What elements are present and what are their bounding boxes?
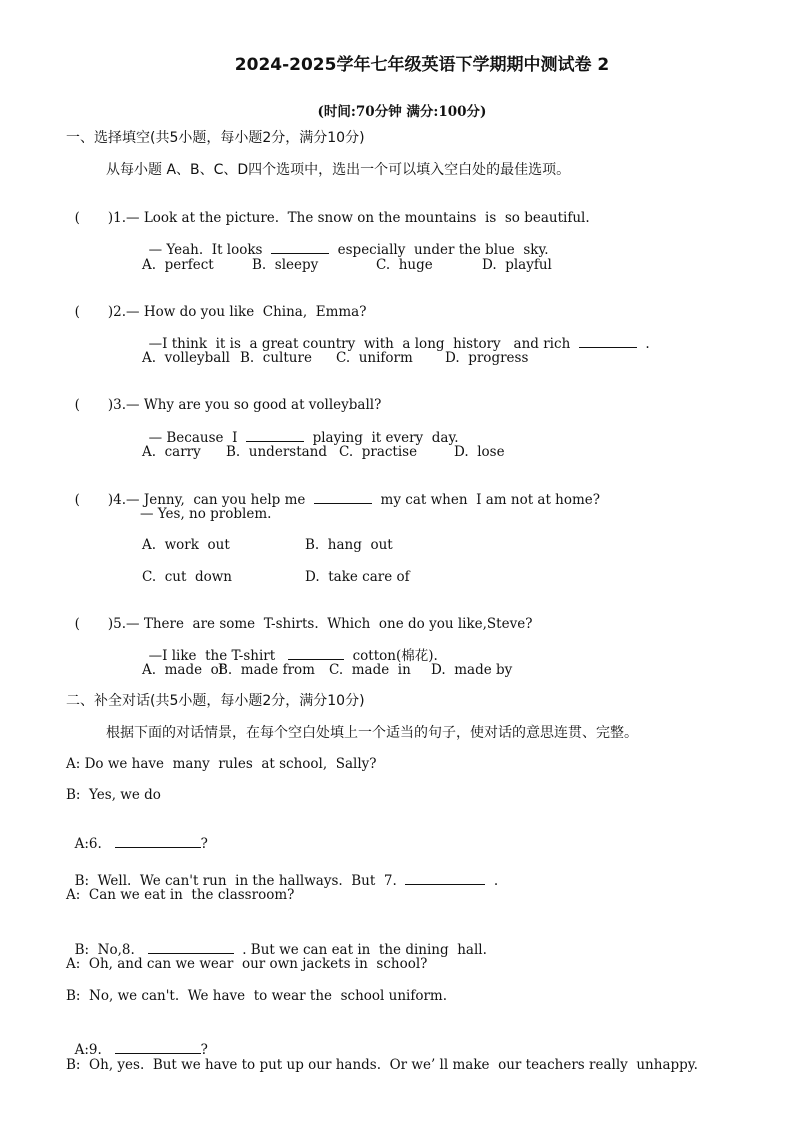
- option-c: C. cut down: [142, 569, 233, 585]
- question-text: 2.— How do you like China, Emma?: [113, 304, 367, 320]
- option-b: B. understand: [226, 444, 328, 460]
- dialogue-line: A: Do we have many rules at school, Sally?: [66, 756, 377, 772]
- fill-blank[interactable]: [148, 941, 234, 954]
- option-a: A. volleyball: [142, 350, 230, 366]
- option-c: C. made in: [329, 662, 411, 678]
- question-text: 3.— Why are you so good at volleyball?: [113, 397, 382, 413]
- option-c: C. practise: [339, 444, 418, 460]
- option-a: A. work out: [142, 537, 230, 553]
- option-c: C. uniform: [336, 350, 413, 366]
- option-d: D. playful: [482, 257, 552, 273]
- dialogue-line: A:6. ?: [74, 836, 208, 852]
- question-3-reply: — Because I playing it every day.: [148, 430, 459, 446]
- dialogue-line: A:9. ?: [74, 1042, 208, 1058]
- option-a: A. made of: [142, 662, 224, 678]
- option-d: D. take care of: [305, 569, 410, 585]
- fill-blank[interactable]: [288, 647, 344, 660]
- question-2: ( )2.— How do you like China, Emma?: [74, 304, 367, 320]
- option-d: D. lose: [454, 444, 505, 460]
- option-b: B. made from: [218, 662, 315, 678]
- dialogue-line: B: No, we can't. We have to wear the school uniform.: [66, 988, 448, 1004]
- fill-blank[interactable]: [314, 491, 372, 504]
- question-1-reply: — Yeah. It looks especially under the blue sky.: [148, 242, 549, 258]
- option-d: D. progress: [445, 350, 529, 366]
- question-2-reply: —I think it is a great country with a long history and rich .: [148, 336, 650, 352]
- fill-blank[interactable]: [115, 1041, 201, 1054]
- answer-paren: (: [74, 210, 80, 226]
- exam-meta: (时间:70分钟 满分:100分): [317, 104, 487, 120]
- dialogue-line: A: Can we eat in the classroom?: [66, 887, 295, 903]
- question-text: 4.— Jenny, can you help me: [113, 492, 314, 508]
- section1-heading: 一、选择填空(共5小题，每小题2分，满分10分): [66, 130, 365, 146]
- question-4: ( )4.— Jenny, can you help me my cat when I am not at home?: [74, 492, 601, 508]
- page-title: 2024-2025学年七年级英语下学期期中测试卷 2: [234, 55, 610, 75]
- dialogue-line: A: Oh, and can we wear our own jackets in school?: [66, 956, 428, 972]
- option-b: B. sleepy: [252, 257, 319, 273]
- dialogue-line: B: Yes, we do: [66, 787, 161, 803]
- section1-instruction: 从每小题 A、B、C、D四个选项中，选出一个可以填入空白处的最佳选项。: [106, 162, 571, 178]
- dialogue-line: B: Oh, yes. But we have to put up our hands. Or we’ ll make our teachers really unhappy.: [66, 1057, 698, 1073]
- dialogue-line: B: No,8. . But we can eat in the dining hall.: [74, 942, 487, 958]
- question-text: 5.— There are some T-shirts. Which one do you like,Steve?: [113, 616, 533, 632]
- option-a: A. carry: [142, 444, 201, 460]
- option-a: A. perfect: [142, 257, 214, 273]
- dialogue-line: B: Well. We can't run in the hallways. But 7. .: [74, 873, 499, 889]
- option-d: D. made by: [431, 662, 513, 678]
- section2-instruction: 根据下面的对话情景，在每个空白处填上一个适当的句子，使对话的意思连贯、完整。: [106, 725, 638, 741]
- option-c: C. huge: [376, 257, 433, 273]
- question-3: ( )3.— Why are you so good at volleyball?: [74, 397, 382, 413]
- fill-blank[interactable]: [115, 835, 201, 848]
- fill-blank[interactable]: [405, 872, 485, 885]
- question-5-reply: —I like the T-shirt cotton(棉花).: [148, 648, 438, 664]
- option-b: B. culture: [240, 350, 312, 366]
- fill-blank[interactable]: [579, 335, 637, 348]
- question-text: 1.— Look at the picture. The snow on the mountains is so beautiful.: [113, 210, 590, 226]
- question-4-reply: — Yes, no problem.: [140, 506, 272, 522]
- option-b: B. hang out: [305, 537, 393, 553]
- fill-blank[interactable]: [246, 429, 304, 442]
- question-1: ( )1.— Look at the picture. The snow on the mountains is so beautiful.: [74, 210, 590, 226]
- section2-heading: 二、补全对话(共5小题，每小题2分，满分10分): [66, 693, 365, 709]
- fill-blank[interactable]: [271, 241, 329, 254]
- question-5: ( )5.— There are some T-shirts. Which one do you like,Steve?: [74, 616, 533, 632]
